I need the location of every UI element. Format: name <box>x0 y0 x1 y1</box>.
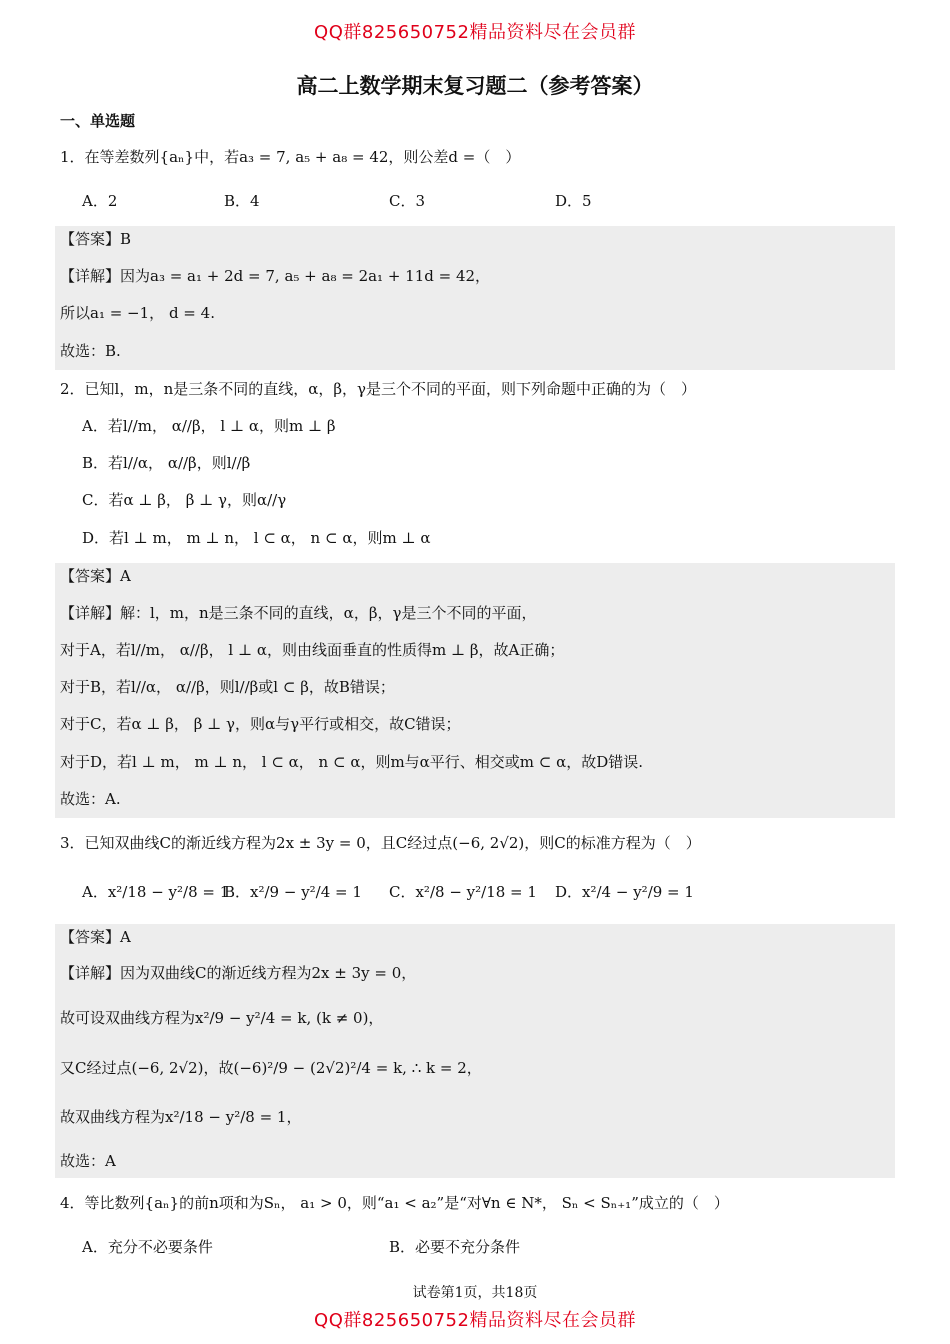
watermark-top: QQ群825650752精品资料尽在会员群 <box>314 22 636 43</box>
page-title: 高二上数学期末复习题二（参考答案） <box>296 74 654 98</box>
q3-detail-3: 又C经过点(−6, 2√2)，故(−6)²/9 − (2√2)²/4 = k, ∴ k = 2， <box>60 1059 482 1077</box>
q1-solution-box <box>55 226 895 370</box>
q1-detail-1: 【详解】因为a₃ = a₁ + 2d = 7, a₅ + a₈ = 2a₁ + 11d = 42， <box>60 267 491 285</box>
q4-option-b: B．必要不充分条件 <box>389 1238 521 1256</box>
q2-detail-4: 对于C，若α ⊥ β， β ⊥ γ，则α与γ平行或相交，故C错误； <box>60 715 461 733</box>
q3-stem: 3．已知双曲线C的渐近线方程为2x ± 3y = 0，且C经过点(−6, 2√2)，则C的标准方程为（ ） <box>60 834 701 852</box>
q4-option-a: A．充分不必要条件 <box>82 1238 213 1256</box>
q4-stem: 4．等比数列{aₙ}的前n项和为Sₙ， a₁ > 0，则“a₁ < a₂”是“对∀n ∈ N*， Sₙ < Sₙ₊₁”成立的（ ） <box>60 1194 729 1212</box>
q1-option-a: A．2 <box>82 192 118 210</box>
q3-option-d: D．x²/4 − y²/9 = 1 <box>555 883 694 901</box>
q2-detail-6: 故选：A. <box>60 790 121 808</box>
q2-option-d: D．若l ⊥ m， m ⊥ n， l ⊂ α， n ⊂ α，则m ⊥ α <box>82 529 431 547</box>
page-footer: 试卷第1页，共18页 <box>412 1285 538 1301</box>
q3-detail-5: 故选：A <box>60 1152 116 1170</box>
q2-option-b: B．若l//α， α//β，则l//β <box>82 454 251 472</box>
q1-detail-3: 故选：B. <box>60 342 121 360</box>
section-heading: 一、单选题 <box>60 112 136 130</box>
q3-option-c: C．x²/8 − y²/18 = 1 <box>389 883 537 901</box>
q2-detail-2: 对于A，若l//m， α//β， l ⊥ α，则由线面垂直的性质得m ⊥ β，故A正确； <box>60 641 565 659</box>
q3-option-a: A．x²/18 − y²/8 = 1 <box>82 883 230 901</box>
watermark-bottom: QQ群825650752精品资料尽在会员群 <box>314 1310 636 1331</box>
q1-stem: 1．在等差数列{aₙ}中，若a₃ = 7, a₅ + a₈ = 42，则公差d =（ ） <box>60 148 521 166</box>
q3-detail-4: 故双曲线方程为x²/18 − y²/8 = 1， <box>60 1108 302 1126</box>
q2-detail-5: 对于D，若l ⊥ m， m ⊥ n， l ⊂ α， n ⊂ α，则m与α平行、相交或m ⊂ α，故D错误. <box>60 753 644 771</box>
q2-stem: 2．已知l，m，n是三条不同的直线，α，β，γ是三个不同的平面，则下列命题中正确的为（ ） <box>60 380 696 398</box>
q3-option-b: B．x²/9 − y²/4 = 1 <box>224 883 362 901</box>
q2-option-a: A．若l//m， α//β， l ⊥ α，则m ⊥ β <box>82 417 336 435</box>
q3-detail-1: 【详解】因为双曲线C的渐近线方程为2x ± 3y = 0， <box>60 964 417 982</box>
q3-answer: 【答案】A <box>60 928 131 946</box>
q2-option-c: C．若α ⊥ β， β ⊥ γ，则α//γ <box>82 491 287 509</box>
q1-option-c: C．3 <box>389 192 426 210</box>
q1-option-d: D．5 <box>555 192 592 210</box>
q3-detail-2: 故可设双曲线方程为x²/9 − y²/4 = k, (k ≠ 0)， <box>60 1009 384 1027</box>
q2-answer: 【答案】A <box>60 567 131 585</box>
q1-detail-2: 所以a₁ = −1， d = 4. <box>60 304 215 322</box>
q2-detail-1: 【详解】解：l，m，n是三条不同的直线，α，β，γ是三个不同的平面， <box>60 604 537 622</box>
q1-option-b: B．4 <box>224 192 260 210</box>
q1-answer: 【答案】B <box>60 230 132 248</box>
q2-detail-3: 对于B，若l//α， α//β，则l//β或l ⊂ β，故B错误； <box>60 678 395 696</box>
